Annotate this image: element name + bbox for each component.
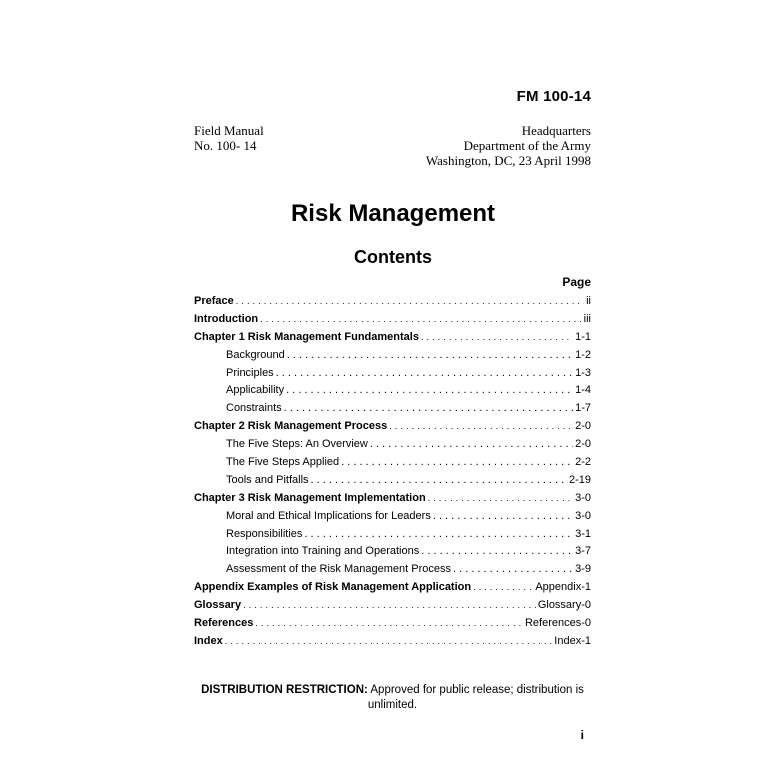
document-title: Risk Management	[290, 200, 496, 227]
toc-leader-dots	[225, 633, 553, 651]
toc-entry-title: Principles	[226, 366, 274, 379]
toc-entry-page: 3-0	[575, 491, 591, 504]
toc-entry-title: Chapter 1 Risk Management Fundamentals	[194, 330, 419, 343]
toc-entry[interactable]	[194, 472, 591, 490]
toc-entry-page: 1-7	[575, 402, 591, 415]
toc-entry-page: 1-2	[575, 348, 591, 361]
toc-entry-title: Background	[226, 348, 285, 361]
toc-entry[interactable]	[194, 400, 591, 418]
headquarters-label: Headquarters	[521, 123, 591, 138]
toc-entry-title: Responsibilities	[226, 527, 303, 540]
page-column-label: Page	[562, 275, 591, 289]
toc-entry-title: Introduction	[194, 312, 259, 325]
toc-leader-dots	[421, 329, 573, 347]
toc-entry-page: ii	[586, 295, 591, 307]
publication-number: No. 100- 14	[194, 138, 257, 153]
toc-entry-page: 2-2	[575, 456, 591, 469]
toc-entry-page: Glossary-0	[537, 599, 591, 612]
toc-entry[interactable]	[194, 597, 591, 615]
toc-entry-title: Assessment of the Risk Management Process	[226, 563, 451, 576]
distribution-text: Approved for public release; distribution is unlimited.	[367, 684, 584, 711]
toc-entry[interactable]	[194, 579, 591, 597]
toc-leader-dots	[421, 543, 573, 561]
toc-leader-dots	[453, 561, 573, 579]
toc-entry-page: 3-1	[575, 527, 591, 540]
toc-leader-dots	[260, 311, 582, 329]
toc-entry-title: Index	[194, 634, 223, 647]
toc-entry-page: iii	[583, 312, 591, 325]
toc-entry-page: 3-0	[575, 509, 591, 522]
toc-entry[interactable]	[194, 418, 591, 436]
toc-entry[interactable]	[194, 329, 591, 347]
toc-entry[interactable]	[194, 382, 591, 400]
toc-leader-dots	[236, 293, 584, 311]
toc-entry[interactable]	[194, 633, 591, 651]
toc-entry-page: 1-4	[575, 384, 591, 397]
toc-entry[interactable]	[194, 347, 591, 365]
toc-entry-title: Constraints	[226, 402, 282, 415]
toc-entry-title: Tools and Pitfalls	[226, 473, 309, 486]
location-date: Washington, DC, 23 April 1998	[425, 153, 591, 168]
toc-entry-title: Glossary	[194, 599, 242, 612]
toc-entry-title: Moral and Ethical Implications for Leaders	[226, 509, 431, 522]
publication-type: Field Manual	[194, 123, 264, 138]
toc-entry[interactable]	[194, 454, 591, 472]
distribution-label: DISTRIBUTION RESTRICTION:	[201, 684, 368, 696]
toc-entry[interactable]	[194, 490, 591, 508]
toc-entry-page: 2-0	[575, 420, 591, 433]
department-label: Department of the Army	[463, 138, 591, 153]
toc-entry-title: Chapter 2 Risk Management Process	[194, 420, 388, 433]
toc-entry[interactable]	[194, 293, 591, 311]
toc-entry[interactable]	[194, 543, 591, 561]
toc-entry-title: The Five Steps: An Overview	[226, 438, 368, 451]
toc-entry-page: 2-19	[568, 473, 591, 486]
toc-leader-dots	[286, 382, 573, 400]
toc-entry-title: Integration into Training and Operations	[226, 545, 420, 558]
toc-entry-page: 1-3	[575, 366, 591, 379]
toc-entry-title: Applicability	[226, 384, 285, 397]
toc-leader-dots	[428, 490, 573, 508]
toc-entry-title: Chapter 3 Risk Management Implementation	[194, 491, 426, 504]
toc-entry[interactable]	[194, 365, 591, 383]
toc-leader-dots	[389, 418, 573, 436]
publication-info	[194, 123, 264, 153]
toc-entry-page: 3-9	[575, 563, 591, 576]
toc-leader-dots	[276, 365, 573, 383]
toc-entry-page: Index-1	[554, 634, 591, 647]
toc-leader-dots	[311, 472, 567, 490]
issuing-authority	[426, 123, 591, 168]
toc-leader-dots	[433, 508, 573, 526]
toc-entry[interactable]	[194, 615, 591, 633]
toc-leader-dots	[304, 526, 573, 544]
toc-leader-dots	[255, 615, 523, 633]
toc-entry-page: 3-7	[575, 545, 591, 558]
toc-leader-dots	[243, 597, 536, 615]
field-manual-number: FM 100-14	[516, 88, 591, 105]
toc-entry[interactable]	[194, 436, 591, 454]
toc-entry[interactable]	[194, 561, 591, 579]
toc-entry[interactable]	[194, 311, 591, 329]
toc-entry-page: Appendix-1	[535, 581, 591, 594]
toc-leader-dots	[473, 579, 533, 597]
toc-entry[interactable]	[194, 508, 591, 526]
toc-entry-title: Appendix Examples of Risk Management Application	[194, 581, 472, 594]
distribution-statement	[194, 683, 591, 713]
table-of-contents	[194, 293, 591, 651]
toc-leader-dots	[284, 400, 573, 418]
toc-entry-title: References	[194, 617, 254, 630]
toc-leader-dots	[287, 347, 573, 365]
toc-entry-title: The Five Steps Applied	[226, 456, 340, 469]
page-number: i	[580, 728, 584, 742]
toc-leader-dots	[370, 436, 573, 454]
toc-entry-page: References-0	[524, 617, 591, 630]
contents-heading: Contents	[354, 247, 432, 267]
toc-leader-dots	[341, 454, 573, 472]
toc-entry-page: 2-0	[575, 438, 591, 451]
toc-entry-title: Preface	[194, 295, 234, 307]
toc-entry-page: 1-1	[575, 330, 591, 343]
toc-entry[interactable]	[194, 526, 591, 544]
